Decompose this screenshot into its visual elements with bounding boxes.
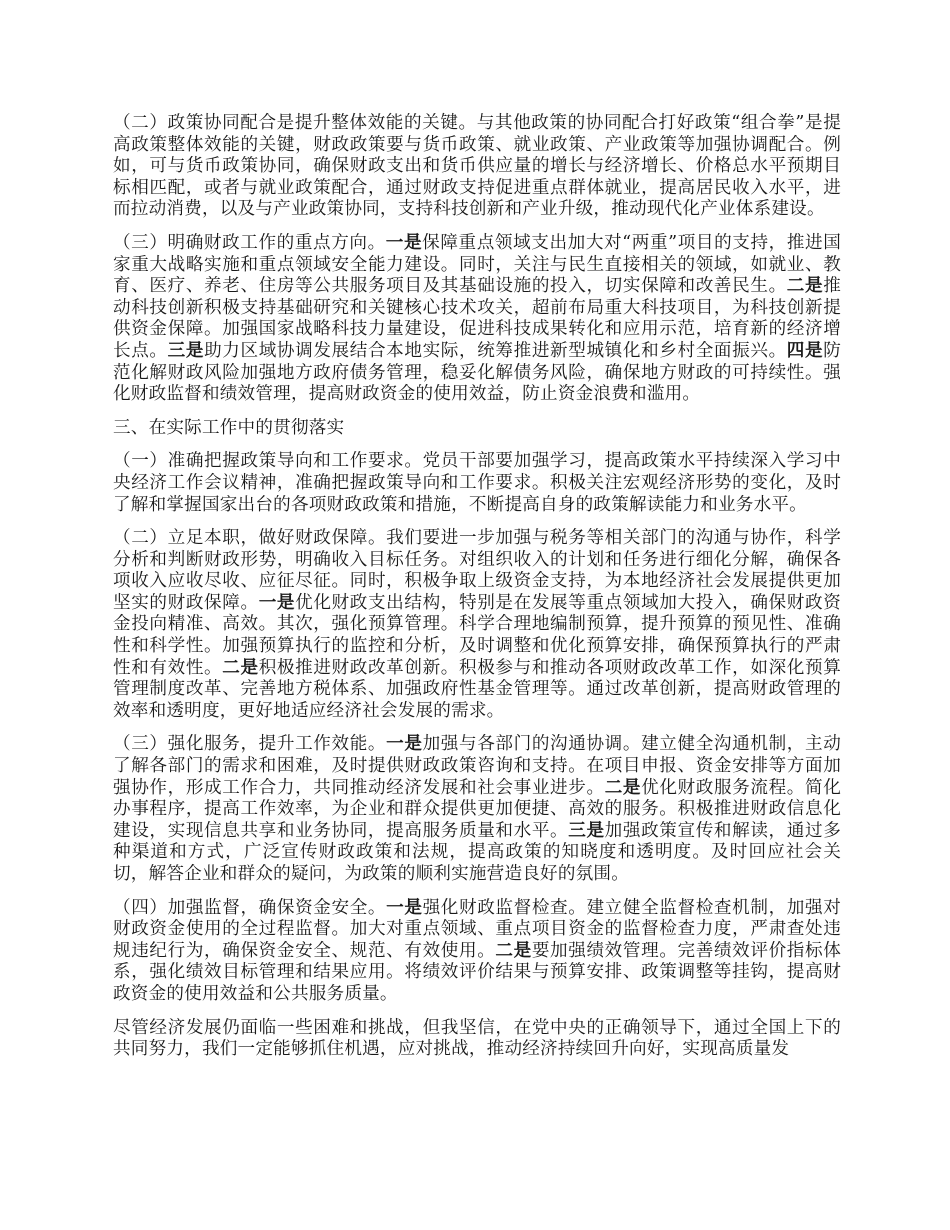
section-heading <box>113 418 841 440</box>
bold-marker: 一是 <box>258 592 296 613</box>
paragraph <box>113 451 841 516</box>
text-run: （四）加强监督，确保资金安全。 <box>113 897 387 918</box>
text-run: 优化财政服务流程。简化办事程序，提高工作效率，为企业和群众提供更加便捷、高效的服务。积极推进财政信息化建设，实现信息共享和业务协同，提高服务质量和水平。 <box>113 777 842 841</box>
text-run: 保障重点领域支出加大对“两重”项目的支持，推进国家重大战略实施和重点领域安全能力建设。同时，关注与民生直接相关的领域，如就业、教育、医疗、养老、住房等公共服务项目及其基础设施的投入，切实保障和改善民生。 <box>113 232 841 297</box>
text-run: 尽管经济发展仍面临一些困难和挑战，但我坚信，在党中央的正确领导下，通过全国上下的共同努力，我们一定能够抓住机遇，应对挑战，推动经济持续回升向好，实现高质量发 <box>113 1017 841 1060</box>
bold-marker: 三是 <box>167 340 205 361</box>
paragraph <box>113 1018 841 1061</box>
paragraph <box>113 113 841 221</box>
bold-marker: 二是 <box>222 657 259 678</box>
bold-marker: 一是 <box>386 734 423 755</box>
text-run: 加强与各部门的沟通协调。建立健全沟通机制，主动了解各部门的需求和困难，及时提供财政政策咨询和支持。在项目申报、资金安排等方面加强协作，形成工作合力，共同推动经济发展和社会事业进步。 <box>113 734 841 798</box>
bold-marker: 三是 <box>568 820 605 841</box>
text-run: （三）强化服务，提升工作效能。 <box>113 734 387 755</box>
paragraph <box>113 233 841 406</box>
text-run: 助力区域协调发展结合本地实际，统筹推进新型城镇化和乡村全面振兴。 <box>204 340 787 361</box>
text-run: （三）明确财政工作的重点方向。 <box>113 232 386 253</box>
bold-marker: 二是 <box>495 940 532 961</box>
text-run: 优化财政支出结构，特别是在发展等重点领域加大投入，确保财政资金投向精准、高效。其次，强化预算管理。科学合理地编制预算，提升预算的预见性、准确性和科学性。加强预算执行的监控和分析，及时调整和优化预算安排，确保预算执行的严肃性和有效性。 <box>113 592 841 678</box>
bold-marker: 四是 <box>786 340 824 361</box>
text-run: 防范化解财政风险加强地方政府债务管理，稳妥化解债务风险，确保地方财政的可持续性。强化财政监督和绩效管理，提高财政资金的使用效益，防止资金浪费和滥用。 <box>113 340 841 405</box>
paragraph <box>113 898 841 1006</box>
bold-marker: 一是 <box>385 232 423 253</box>
text-run: 推动科技创新积极支持基础研究和关键核心技术攻关，超前布局重大科技项目，为科技创新提供资金保障。加强国家战略科技力量建设，促进科技成果转化和应用示范，培育新的经济增长点。 <box>113 276 841 361</box>
text-run: （一）准确把握政策导向和工作要求。党员干部要加强学习，提高政策水平持续深入学习中央经济工作会议精神，准确把握政策导向和工作要求。积极关注宏观经济形势的变化，及时了解和掌握国家出台的各项财政政策和措施，不断提高自身的政策解读能力和业务水平。 <box>113 451 841 515</box>
bold-marker: 二是 <box>786 276 824 297</box>
text-run: 三、在实际工作中的贯彻落实 <box>113 417 345 438</box>
paragraph <box>113 734 841 885</box>
paragraph <box>113 528 841 722</box>
text-run: 要加强绩效管理。完善绩效评价指标体系，强化绩效目标管理和结果应用。将绩效评价结果与预算安排、政策调整等挂钩，提高财政资金的使用效益和公共服务质量。 <box>113 940 841 1004</box>
bold-marker: 一是 <box>386 897 423 918</box>
text-run: 强化财政监督检查。建立健全监督检查机制，加强对财政资金使用的全过程监督。加大对重点领域、重点项目资金的监督检查力度，严肃查处违规违纪行为，确保资金安全、规范、有效使用。 <box>113 897 841 961</box>
bold-marker: 二是 <box>604 777 642 798</box>
text-run: 加强政策宣传和解读，通过多种渠道和方式，广泛宣传财政政策和法规，提高政策的知晓度和透明度。及时回应社会关切，解答企业和群众的疑问，为政策的顺利实施营造良好的氛围。 <box>113 820 841 884</box>
text-run: （二）政策协同配合是提升整体效能的关键。与其他政策的协同配合打好政策“组合拳”是提高政策整体效能的关键，财政政策要与货币政策、就业政策、产业政策等加强协调配合。例如，可与货币政策协同，确保财政支出和货币供应量的增长与经济增长、价格总水平预期目标相匹配，或者与就业政策配合，通过财政支持促进重点群体就业，提高居民收入水平，进而拉动消费，以及与产业政策协同，支持科技创新和产业升级，推动现代化产业体系建设。 <box>113 113 841 220</box>
text-run: （二）立足本职，做好财政保障。我们要进一步加强与税务等相关部门的沟通与协作，科学分析和判断财政形势，明确收入目标任务。对组织收入的计划和任务进行细化分解，确保各项收入应收尽收、应征尽征。同时，积极争取上级资金支持，为本地经济社会发展提供更加坚实的财政保障。 <box>113 528 841 613</box>
text-run: 积极推进财政改革创新。积极参与和推动各项财政改革工作，如深化预算管理制度改革、完善地方税体系、加强政府性基金管理等。通过改革创新，提高财政管理的效率和透明度，更好地适应经济社会发展的需求。 <box>113 657 841 721</box>
document-page <box>113 113 841 1073</box>
